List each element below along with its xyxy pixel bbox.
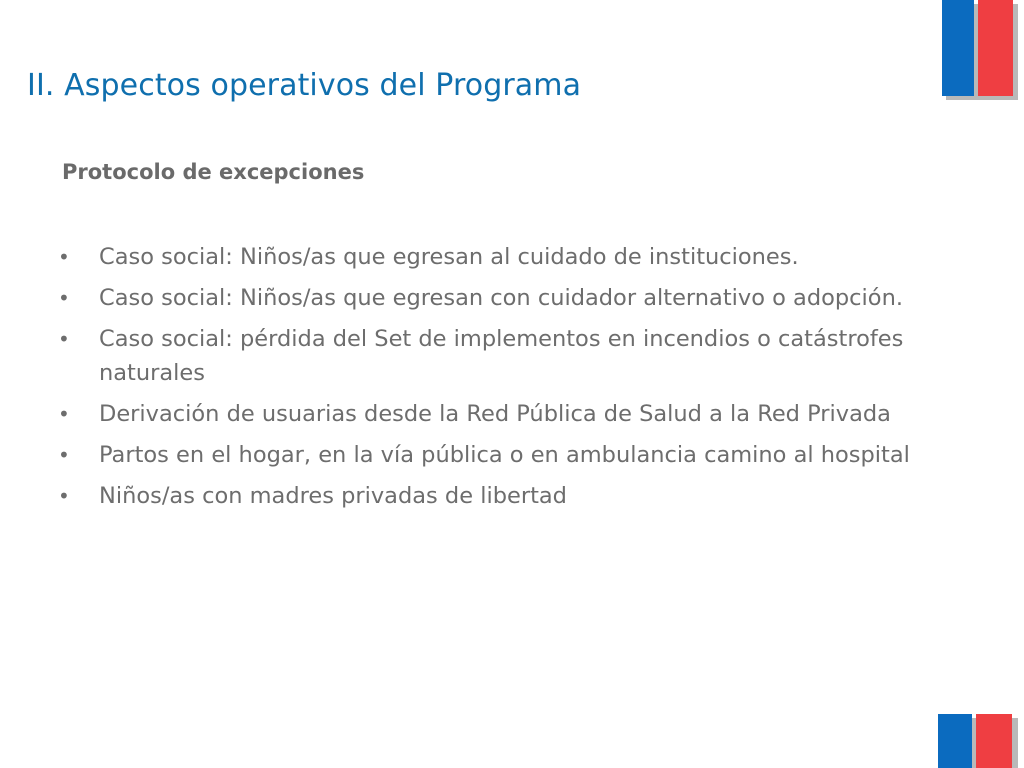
bullet-text: Caso social: pérdida del Set de implementos en incendios o catástrofes naturales [99,326,904,386]
flag-red-stripe [978,0,1013,96]
bullet-text: Partos en el hogar, en la vía pública o en ambulancia camino al hospital [99,442,910,468]
bullet-dot-icon: • [58,245,70,269]
bullet-item [58,397,918,431]
bullet-item [58,322,918,390]
slide-title: II. Aspectos operativos del Programa [27,68,582,103]
bullet-item [58,438,918,472]
bullet-text: Niños/as con madres privadas de libertad [99,483,567,509]
bullet-dot-icon: • [58,484,70,508]
bullet-item [58,281,918,315]
section-subtitle: Protocolo de excepciones [62,160,365,184]
bullet-item [58,240,918,274]
bullet-text: Caso social: Niños/as que egresan con cuidador alternativo o adopción. [99,285,903,311]
flag-logo-top-icon [942,0,1018,100]
bullet-dot-icon: • [58,443,70,467]
bullet-list [58,240,918,520]
flag-blue-stripe [938,714,972,768]
flag-logo-bottom-icon [938,714,1018,768]
bullet-dot-icon: • [58,327,70,351]
bullet-dot-icon: • [58,286,70,310]
flag-blue-stripe [942,0,974,96]
flag-red-stripe [976,714,1012,768]
bullet-text: Caso social: Niños/as que egresan al cuidado de instituciones. [99,244,799,270]
bullet-item [58,479,918,513]
bullet-dot-icon: • [58,402,70,426]
bullet-text: Derivación de usuarias desde la Red Pública de Salud a la Red Privada [99,401,891,427]
